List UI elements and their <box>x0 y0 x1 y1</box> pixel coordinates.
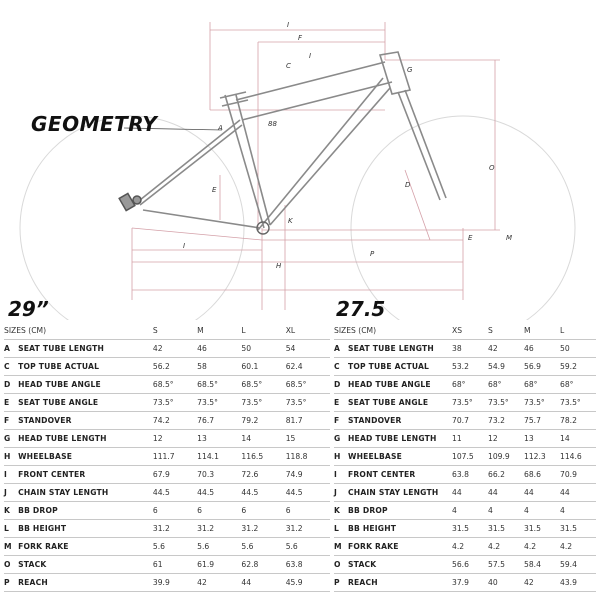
row-value: 14 <box>241 430 285 448</box>
row-value: 6 <box>153 502 197 520</box>
row-code: D <box>334 376 348 394</box>
row-value: 72.6 <box>241 466 285 484</box>
table-row <box>4 538 330 556</box>
row-code: M <box>4 538 18 556</box>
dim-label: C <box>286 62 291 70</box>
table-row <box>4 574 330 592</box>
dim-label: 88 <box>268 120 277 128</box>
row-code: I <box>334 466 348 484</box>
row-value: 4 <box>524 502 560 520</box>
table-row <box>4 520 330 538</box>
row-value: 56.9 <box>524 358 560 376</box>
row-value: 74.9 <box>286 466 330 484</box>
row-code: G <box>4 430 18 448</box>
row-name: HEAD TUBE ANGLE <box>348 376 452 394</box>
row-name: SEAT TUBE LENGTH <box>348 340 452 358</box>
table-row <box>334 412 596 430</box>
row-value: 59.2 <box>560 358 596 376</box>
row-value: 6 <box>241 502 285 520</box>
table-row <box>334 520 596 538</box>
row-value: 4.2 <box>524 538 560 556</box>
row-value: 13 <box>197 430 241 448</box>
row-value: 4 <box>488 502 524 520</box>
row-value: 31.5 <box>560 520 596 538</box>
wheel-size-29: 29” <box>8 297 49 321</box>
row-name: FRONT CENTER <box>18 466 153 484</box>
dim-label: K <box>288 217 293 225</box>
row-code: P <box>4 574 18 592</box>
table-row <box>334 538 596 556</box>
row-name: STANDOVER <box>348 412 452 430</box>
row-code: H <box>334 448 348 466</box>
row-value: 37.9 <box>452 574 488 592</box>
row-name: STANDOVER <box>18 412 153 430</box>
size-column-header: L <box>560 321 596 340</box>
row-value: 13 <box>524 430 560 448</box>
table-row <box>334 376 596 394</box>
row-value: 73.2 <box>488 412 524 430</box>
row-value: 42 <box>197 574 241 592</box>
geometry-table-29 <box>4 321 330 592</box>
row-value: 39.9 <box>153 574 197 592</box>
row-value: 44.5 <box>286 484 330 502</box>
row-value: 118.8 <box>286 448 330 466</box>
row-value: 31.2 <box>241 520 285 538</box>
table-row <box>334 502 596 520</box>
row-value: 44 <box>452 484 488 502</box>
dim-label: E <box>212 186 217 194</box>
row-value: 58 <box>197 358 241 376</box>
table-row <box>4 340 330 358</box>
row-name: CHAIN STAY LENGTH <box>348 484 452 502</box>
row-value: 4.2 <box>488 538 524 556</box>
row-value: 114.6 <box>560 448 596 466</box>
row-value: 4.2 <box>560 538 596 556</box>
row-value: 31.2 <box>197 520 241 538</box>
row-value: 59.4 <box>560 556 596 574</box>
diagram-title: GEOMETRY <box>31 112 158 136</box>
row-value: 50 <box>560 340 596 358</box>
table-row <box>334 574 596 592</box>
table-row <box>4 394 330 412</box>
dim-label: F <box>298 34 303 42</box>
row-value: 44 <box>488 484 524 502</box>
dim-label: O <box>489 164 495 172</box>
row-code: J <box>4 484 18 502</box>
row-value: 5.6 <box>286 538 330 556</box>
row-name: STACK <box>348 556 452 574</box>
row-value: 44 <box>560 484 596 502</box>
row-value: 62.4 <box>286 358 330 376</box>
row-name: SEAT TUBE LENGTH <box>18 340 153 358</box>
sizes-header: SIZES (CM) <box>334 321 452 340</box>
row-code: H <box>4 448 18 466</box>
row-value: 15 <box>286 430 330 448</box>
row-name: BB DROP <box>18 502 153 520</box>
table-row <box>4 556 330 574</box>
row-value: 68° <box>560 376 596 394</box>
row-value: 63.8 <box>452 466 488 484</box>
row-value: 73.5° <box>524 394 560 412</box>
dim-label: D <box>405 181 411 189</box>
row-value: 57.5 <box>488 556 524 574</box>
row-value: 42 <box>524 574 560 592</box>
row-value: 114.1 <box>197 448 241 466</box>
row-value: 31.2 <box>286 520 330 538</box>
table-row <box>4 484 330 502</box>
row-code: O <box>4 556 18 574</box>
row-code: F <box>334 412 348 430</box>
row-value: 62.8 <box>241 556 285 574</box>
row-code: A <box>4 340 18 358</box>
dim-label: E <box>468 234 473 242</box>
dim-label: A <box>218 124 223 132</box>
row-value: 68° <box>524 376 560 394</box>
wheel-size-275: 27.5 <box>336 297 386 321</box>
row-code: L <box>4 520 18 538</box>
row-value: 68.5° <box>197 376 241 394</box>
row-value: 111.7 <box>153 448 197 466</box>
row-name: WHEELBASE <box>348 448 452 466</box>
row-value: 56.6 <box>452 556 488 574</box>
row-value: 73.5° <box>560 394 596 412</box>
size-column-header: M <box>524 321 560 340</box>
row-value: 40 <box>488 574 524 592</box>
row-value: 44 <box>241 574 285 592</box>
row-value: 68° <box>488 376 524 394</box>
row-value: 44.5 <box>241 484 285 502</box>
row-value: 70.9 <box>560 466 596 484</box>
row-value: 56.2 <box>153 358 197 376</box>
row-code: G <box>334 430 348 448</box>
row-value: 12 <box>488 430 524 448</box>
row-value: 68.5° <box>153 376 197 394</box>
row-value: 75.7 <box>524 412 560 430</box>
row-code: D <box>4 376 18 394</box>
row-name: BB DROP <box>348 502 452 520</box>
row-name: SEAT TUBE ANGLE <box>348 394 452 412</box>
row-name: BB HEIGHT <box>348 520 452 538</box>
row-code: P <box>334 574 348 592</box>
row-value: 31.5 <box>488 520 524 538</box>
row-name: HEAD TUBE LENGTH <box>18 430 153 448</box>
row-name: REACH <box>18 574 153 592</box>
row-value: 107.5 <box>452 448 488 466</box>
row-value: 53.2 <box>452 358 488 376</box>
table-row <box>4 466 330 484</box>
row-value: 73.5° <box>286 394 330 412</box>
row-code: F <box>4 412 18 430</box>
row-value: 6 <box>197 502 241 520</box>
dim-label: I <box>183 242 186 250</box>
row-value: 42 <box>153 340 197 358</box>
table-row <box>334 358 596 376</box>
table-row <box>4 412 330 430</box>
row-value: 5.6 <box>197 538 241 556</box>
table-header-row <box>334 321 596 340</box>
table-row <box>334 484 596 502</box>
row-name: FRONT CENTER <box>348 466 452 484</box>
table-row <box>334 394 596 412</box>
row-value: 109.9 <box>488 448 524 466</box>
bike-frame <box>140 52 446 230</box>
row-value: 5.6 <box>241 538 285 556</box>
row-value: 67.9 <box>153 466 197 484</box>
row-value: 5.6 <box>153 538 197 556</box>
row-name: STACK <box>18 556 153 574</box>
row-code: K <box>4 502 18 520</box>
row-name: TOP TUBE ACTUAL <box>18 358 153 376</box>
dim-label: P <box>370 250 375 258</box>
table-row <box>334 430 596 448</box>
row-value: 58.4 <box>524 556 560 574</box>
row-code: A <box>334 340 348 358</box>
row-value: 4 <box>452 502 488 520</box>
table-row <box>334 466 596 484</box>
row-name: TOP TUBE ACTUAL <box>348 358 452 376</box>
row-name: HEAD TUBE LENGTH <box>348 430 452 448</box>
row-value: 70.7 <box>452 412 488 430</box>
table-row <box>4 430 330 448</box>
row-value: 66.2 <box>488 466 524 484</box>
row-code: M <box>334 538 348 556</box>
row-value: 78.2 <box>560 412 596 430</box>
row-value: 12 <box>153 430 197 448</box>
row-value: 73.5° <box>153 394 197 412</box>
row-code: J <box>334 484 348 502</box>
row-value: 79.2 <box>241 412 285 430</box>
row-value: 76.7 <box>197 412 241 430</box>
row-value: 45.9 <box>286 574 330 592</box>
row-value: 60.1 <box>241 358 285 376</box>
table-row <box>334 448 596 466</box>
row-value: 68.5° <box>286 376 330 394</box>
row-value: 63.8 <box>286 556 330 574</box>
row-name: WHEELBASE <box>18 448 153 466</box>
size-column-header: XS <box>452 321 488 340</box>
row-value: 46 <box>524 340 560 358</box>
row-value: 112.3 <box>524 448 560 466</box>
rear-dropout <box>119 193 141 210</box>
row-name: BB HEIGHT <box>18 520 153 538</box>
row-value: 70.3 <box>197 466 241 484</box>
row-value: 54 <box>286 340 330 358</box>
table-row <box>4 448 330 466</box>
table-row <box>4 358 330 376</box>
geometry-table-275 <box>334 321 596 592</box>
row-value: 11 <box>452 430 488 448</box>
row-value: 31.5 <box>524 520 560 538</box>
size-column-header: S <box>488 321 524 340</box>
row-value: 4 <box>560 502 596 520</box>
row-value: 61.9 <box>197 556 241 574</box>
row-value: 31.2 <box>153 520 197 538</box>
row-code: I <box>4 466 18 484</box>
row-code: C <box>334 358 348 376</box>
row-value: 46 <box>197 340 241 358</box>
row-value: 14 <box>560 430 596 448</box>
row-value: 44.5 <box>153 484 197 502</box>
row-value: 68.6 <box>524 466 560 484</box>
row-code: O <box>334 556 348 574</box>
row-name: FORK RAKE <box>348 538 452 556</box>
size-column-header: M <box>197 321 241 340</box>
row-code: E <box>4 394 18 412</box>
row-value: 38 <box>452 340 488 358</box>
row-value: 73.5° <box>452 394 488 412</box>
size-column-header: L <box>241 321 285 340</box>
table-row <box>4 502 330 520</box>
table-row <box>334 556 596 574</box>
row-value: 73.5° <box>488 394 524 412</box>
row-value: 61 <box>153 556 197 574</box>
sizes-header: SIZES (CM) <box>4 321 153 340</box>
row-value: 42 <box>488 340 524 358</box>
row-value: 68° <box>452 376 488 394</box>
row-value: 44 <box>524 484 560 502</box>
dim-label: H <box>276 262 282 270</box>
row-value: 81.7 <box>286 412 330 430</box>
table-row <box>4 376 330 394</box>
row-name: HEAD TUBE ANGLE <box>18 376 153 394</box>
table-row <box>334 340 596 358</box>
row-value: 4.2 <box>452 538 488 556</box>
row-value: 6 <box>286 502 330 520</box>
table-header-row <box>4 321 330 340</box>
row-name: FORK RAKE <box>18 538 153 556</box>
row-name: CHAIN STAY LENGTH <box>18 484 153 502</box>
dim-label: M <box>506 234 513 242</box>
dim-label: G <box>407 66 413 74</box>
dimension-lines <box>132 22 500 310</box>
size-column-header: XL <box>286 321 330 340</box>
row-value: 116.5 <box>241 448 285 466</box>
row-value: 31.5 <box>452 520 488 538</box>
dim-label: I <box>309 52 312 60</box>
row-value: 44.5 <box>197 484 241 502</box>
row-code: K <box>334 502 348 520</box>
row-value: 68.5° <box>241 376 285 394</box>
row-value: 43.9 <box>560 574 596 592</box>
row-value: 54.9 <box>488 358 524 376</box>
row-value: 74.2 <box>153 412 197 430</box>
row-code: L <box>334 520 348 538</box>
row-name: REACH <box>348 574 452 592</box>
row-value: 50 <box>241 340 285 358</box>
row-code: C <box>4 358 18 376</box>
row-name: SEAT TUBE ANGLE <box>18 394 153 412</box>
row-value: 73.5° <box>197 394 241 412</box>
size-column-header: S <box>153 321 197 340</box>
row-code: E <box>334 394 348 412</box>
dim-label: I <box>287 21 290 29</box>
row-value: 73.5° <box>241 394 285 412</box>
